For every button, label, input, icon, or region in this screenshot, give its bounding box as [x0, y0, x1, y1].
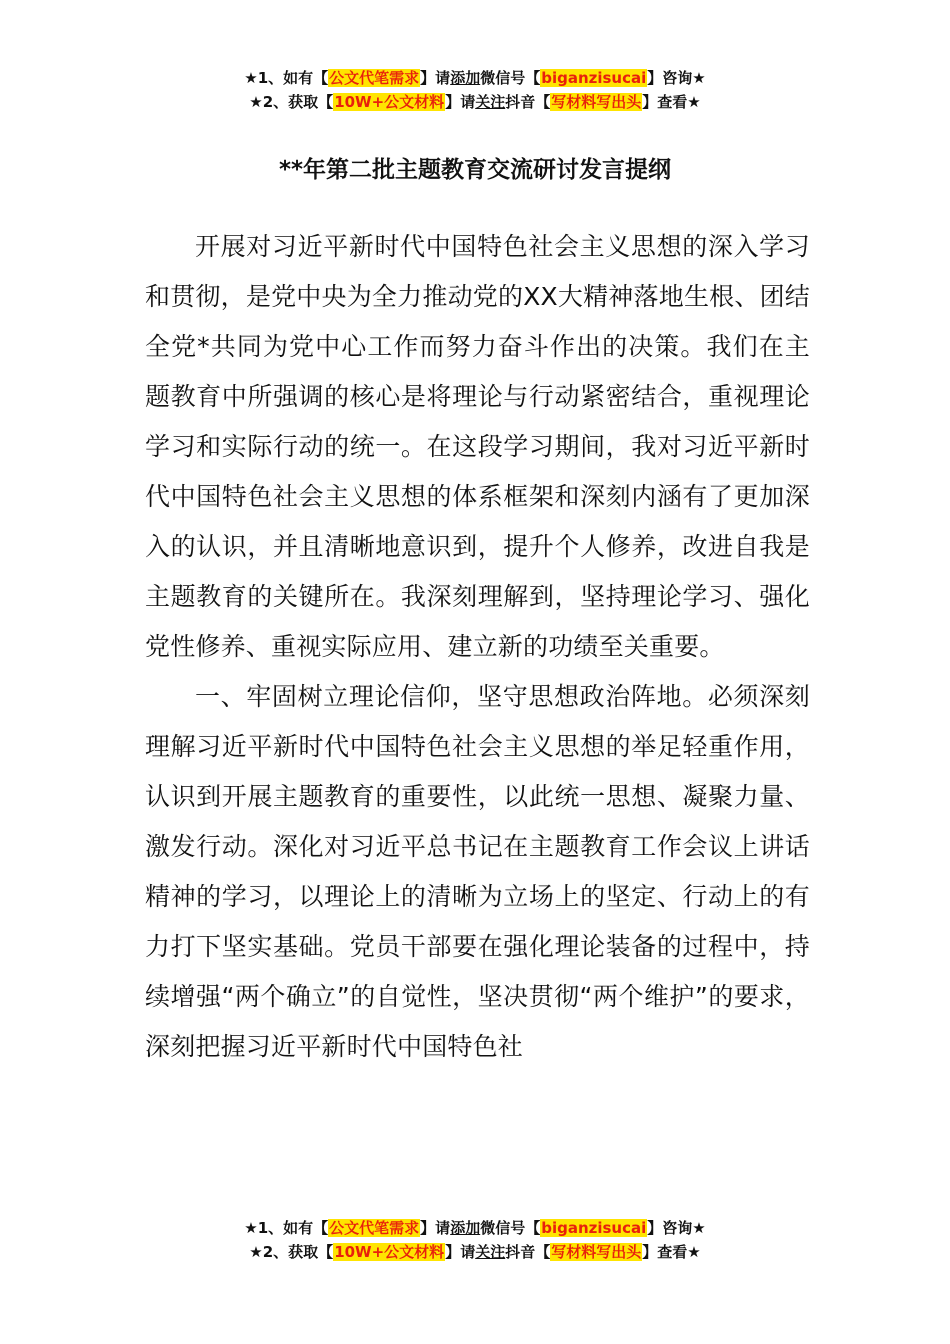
- promo-underlined-text: 添加: [450, 1219, 481, 1237]
- promo-underlined-text: 添加: [450, 69, 481, 87]
- promo-text: 抖音【: [505, 1243, 551, 1261]
- promo-highlight: biganzisucai: [541, 1219, 647, 1237]
- promo-text: ★2、获取【: [249, 1243, 334, 1261]
- promo-highlight: 写材料写出头: [551, 93, 642, 111]
- promo-text: 微信号【: [480, 1219, 541, 1237]
- promo-line-1: [0, 1216, 950, 1240]
- promo-underlined-text: 关注: [475, 1243, 506, 1261]
- promo-highlight: biganzisucai: [541, 69, 647, 87]
- promo-highlight: 写材料写出头: [551, 1243, 642, 1261]
- promo-text: 】请: [445, 93, 476, 111]
- promo-text: 】咨询★: [647, 69, 706, 87]
- footer-promo-banner: [0, 1216, 950, 1264]
- promo-text: ★2、获取【: [249, 93, 334, 111]
- promo-line-1: [0, 66, 950, 90]
- promo-text: 微信号【: [480, 69, 541, 87]
- document-title: **年第二批主题教育交流研讨发言提纲: [278, 157, 672, 183]
- promo-text: ★1、如有【: [244, 1219, 329, 1237]
- promo-text: 】请: [445, 1243, 476, 1261]
- promo-highlight: 10W+公文材料: [334, 1243, 445, 1261]
- promo-underlined-text: 关注: [475, 93, 506, 111]
- promo-text: 】请: [420, 1219, 451, 1237]
- promo-text: 】咨询★: [647, 1219, 706, 1237]
- header-promo-banner: [0, 66, 950, 114]
- promo-text: ★1、如有【: [244, 69, 329, 87]
- paragraph-intro: 开展对习近平新时代中国特色社会主义思想的深入学习和贯彻，是党中央为全力推动党的XX大精神落地生根、团结全党*共同为党中心工作而努力奋斗作出的决策。我们在主题教育中所强调的核心是将理论与行动紧密结合，重视理论学习和实际行动的统一。在这段学习期间，我对习近平新时代中国特色社会主义思想的体系框架和深刻内涵有了更加深入的认识，并且清晰地意识到，提升个人修养，改进自我是主题教育的关键所在。我深刻理解到，坚持理论学习、强化党性修养、重视实际应用、建立新的功绩至关重要。: [145, 232, 810, 661]
- promo-text: 抖音【: [505, 93, 551, 111]
- document-body: [145, 222, 810, 1072]
- promo-text: 】请: [420, 69, 451, 87]
- promo-highlight: 公文代笔需求: [329, 1219, 420, 1237]
- promo-text: 】查看★: [642, 93, 701, 111]
- promo-highlight: 10W+公文材料: [334, 93, 445, 111]
- paragraph-section-1: 一、牢固树立理论信仰，坚守思想政治阵地。必须深刻理解习近平新时代中国特色社会主义思想的举足轻重作用，认识到开展主题教育的重要性，以此统一思想、凝聚力量、激发行动。深化对习近平总书记在主题教育工作会议上讲话精神的学习，以理论上的清晰为立场上的坚定、行动上的有力打下坚实基础。党员干部要在强化理论装备的过程中，持续增强“两个确立”的自觉性，坚决贯彻“两个维护”的要求，深刻把握习近平新时代中国特色社: [145, 682, 810, 1061]
- promo-text: 】查看★: [642, 1243, 701, 1261]
- promo-line-2: [0, 90, 950, 114]
- promo-highlight: 公文代笔需求: [329, 69, 420, 87]
- promo-line-2: [0, 1240, 950, 1264]
